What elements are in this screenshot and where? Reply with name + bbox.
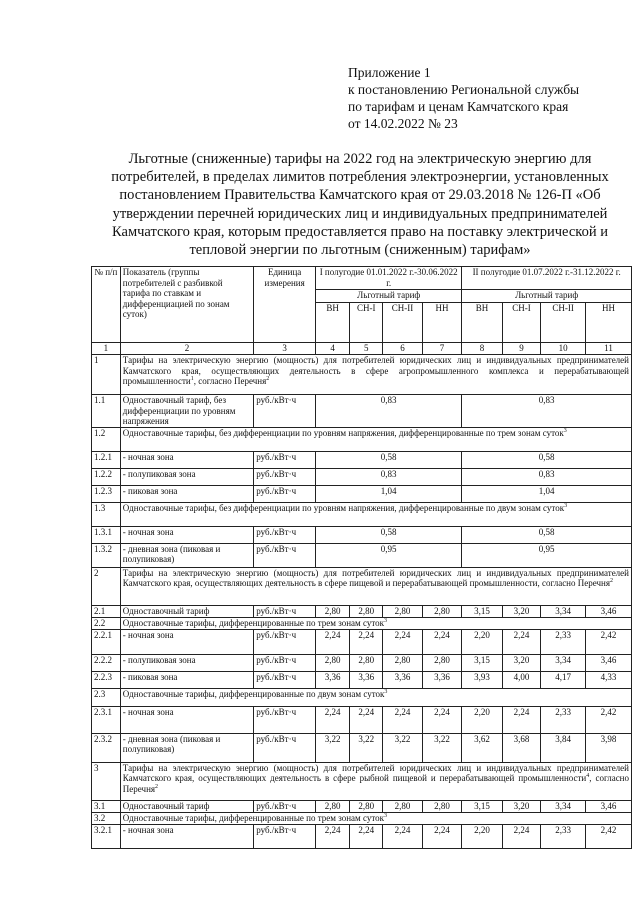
- tariff-value: 0,83: [316, 468, 462, 485]
- row-unit: руб./кВт·ч: [254, 543, 316, 567]
- section-heading: Тарифы на электрическую энергию (мощность) для потребителей юридических лиц и индивидуальных предпринимателей Камчатского края, осуществляющих деятельность в сфере рыбной пищевой и перерабатывающей промышленности$^4$, согласно Перечня$^2$: [120, 762, 631, 800]
- row-unit: руб./кВт·ч: [254, 605, 316, 617]
- tariff-table: [91, 266, 632, 849]
- row-num: 2: [92, 567, 121, 605]
- header-voltage: СН-I: [502, 303, 540, 343]
- tariff-value: 2,33: [541, 706, 586, 733]
- title-line: постановлением Правительства Камчатского края от 29.03.2018 № 126-П «Об: [119, 187, 601, 204]
- tariff-value: 3,36: [383, 671, 422, 688]
- row-num: 1.2.1: [92, 451, 121, 468]
- table-row: [92, 800, 632, 812]
- header-voltage: СН-II: [383, 303, 422, 343]
- header-unit: Единица измерения: [254, 267, 316, 343]
- subsection-heading: Одноставочные тарифы, дифференцированные по трем зонам суток$^3$: [120, 617, 631, 629]
- header-indicator: Показатель (группы потребителей с разбивкой тарифа по ставкам и дифференциацией по зонам суток): [120, 267, 253, 343]
- row-unit: руб./кВт·ч: [254, 526, 316, 543]
- row-num: 2.2.2: [92, 654, 121, 671]
- row-num: 1.3.1: [92, 526, 121, 543]
- tariff-value: 2,24: [502, 706, 540, 733]
- tariff-value: 3,15: [462, 605, 503, 617]
- row-num: 1.2: [92, 427, 121, 451]
- header-voltage: СН-II: [541, 303, 586, 343]
- row-num: 1.3.2: [92, 543, 121, 567]
- document-title: [86, 150, 634, 259]
- tariff-value: 2,42: [586, 706, 632, 733]
- row-num: 1: [92, 355, 121, 395]
- tariff-value: 2,80: [350, 654, 383, 671]
- row-label: - дневная зона (пиковая и полупиковая): [120, 733, 253, 762]
- tariff-value: 3,22: [316, 733, 350, 762]
- table-row: [92, 812, 632, 824]
- row-label: - ночная зона: [120, 451, 253, 468]
- tariff-value: 3,34: [541, 605, 586, 617]
- table-row: [92, 762, 632, 800]
- title-line: Камчатского края, которым предоставляется право на поставку электрической и: [112, 223, 608, 240]
- row-num: 2.3: [92, 688, 121, 706]
- row-label: Одноставочный тариф: [120, 800, 253, 812]
- row-unit: руб./кВт·ч: [254, 800, 316, 812]
- row-label: - полупиковая зона: [120, 654, 253, 671]
- tariff-value: 2,80: [422, 605, 462, 617]
- tariff-value: 2,24: [422, 824, 462, 848]
- table-row: [92, 502, 632, 526]
- row-num: 1.2.2: [92, 468, 121, 485]
- row-label: - ночная зона: [120, 526, 253, 543]
- tariff-value: 2,80: [350, 800, 383, 812]
- row-num: 3: [92, 762, 121, 800]
- row-num: 1.1: [92, 395, 121, 428]
- tariff-value: 3,36: [316, 671, 350, 688]
- subsection-heading: Одноставочные тарифы, дифференцированные по трем зонам суток$^3$: [120, 812, 631, 824]
- row-label: - пиковая зона: [120, 671, 253, 688]
- row-num: 3.2.1: [92, 824, 121, 848]
- tariff-value: 4,17: [541, 671, 586, 688]
- header-voltage: ВН: [462, 303, 503, 343]
- tariff-value: 2,24: [383, 629, 422, 654]
- table-row: [92, 671, 632, 688]
- row-num: 1.3: [92, 502, 121, 526]
- header-voltage: ВН: [316, 303, 350, 343]
- row-label: - дневная зона (пиковая и полупиковая): [120, 543, 253, 567]
- col-number: 5: [350, 343, 383, 355]
- row-label: Одноставочный тариф: [120, 605, 253, 617]
- tariff-value: 3,68: [502, 733, 540, 762]
- tariff-value: 0,95: [316, 543, 462, 567]
- table-row: [92, 526, 632, 543]
- col-number: 3: [254, 343, 316, 355]
- tariff-value: 0,58: [316, 451, 462, 468]
- header-half2: II полугодие 01.07.2022 г.-31.12.2022 г.: [462, 267, 632, 290]
- tariff-value: 2,80: [350, 605, 383, 617]
- tariff-value: 0,83: [462, 468, 632, 485]
- appendix-line: к постановлению Региональной службы: [348, 82, 580, 97]
- tariff-value: 2,42: [586, 629, 632, 654]
- tariff-value: 2,24: [350, 629, 383, 654]
- tariff-value: 3,98: [586, 733, 632, 762]
- table-row: [92, 617, 632, 629]
- tariff-value: 2,42: [586, 824, 632, 848]
- row-unit: руб./кВт·ч: [254, 451, 316, 468]
- tariff-value: 3,34: [541, 800, 586, 812]
- tariff-value: 2,20: [462, 706, 503, 733]
- tariff-value: 3,20: [502, 605, 540, 617]
- subsection-heading: Одноставочные тарифы, без дифференциации по уровням напряжения, дифференцированные по трем зонам суток$^3$: [120, 427, 631, 451]
- row-unit: руб./кВт·ч: [254, 733, 316, 762]
- row-num: 2.3.1: [92, 706, 121, 733]
- subsection-heading: Одноставочные тарифы, без дифференциации по уровням напряжения, дифференцированные по двум зонам суток$^3$: [120, 502, 631, 526]
- title-line: потребителей, в пределах лимитов потребления электроэнергии, установленных: [111, 169, 609, 186]
- tariff-value: 2,80: [316, 605, 350, 617]
- tariff-value: 2,24: [316, 706, 350, 733]
- tariff-value: 3,15: [462, 654, 503, 671]
- col-number: 10: [541, 343, 586, 355]
- header-voltage: НН: [422, 303, 462, 343]
- row-num: 2.1: [92, 605, 121, 617]
- subsection-heading: Одноставочные тарифы, дифференцированные по двум зонам суток$^3$: [120, 688, 631, 706]
- tariff-value: 2,80: [383, 654, 422, 671]
- tariff-value: 0,58: [462, 451, 632, 468]
- row-unit: руб./кВт·ч: [254, 654, 316, 671]
- title-line: утверждении перечней юридических лиц и индивидуальных предпринимателей: [112, 205, 608, 222]
- tariff-value: 2,20: [462, 824, 503, 848]
- row-num: 2.2.3: [92, 671, 121, 688]
- col-number: 4: [316, 343, 350, 355]
- row-unit: руб./кВт·ч: [254, 671, 316, 688]
- tariff-value: 3,34: [541, 654, 586, 671]
- row-unit: руб./кВт·ч: [254, 485, 316, 502]
- table-row: [92, 688, 632, 706]
- table-row: [92, 706, 632, 733]
- row-label: Одноставочный тариф, без дифференциации по уровням напряжения: [120, 395, 253, 428]
- row-num: 1.2.3: [92, 485, 121, 502]
- tariff-value: 0,83: [462, 395, 632, 428]
- tariff-value: 2,24: [502, 824, 540, 848]
- tariff-value: 4,33: [586, 671, 632, 688]
- table-row: [92, 451, 632, 468]
- tariff-value: 2,80: [422, 800, 462, 812]
- tariff-value: 3,36: [422, 671, 462, 688]
- tariff-value: 2,20: [462, 629, 503, 654]
- tariff-value: 2,24: [350, 706, 383, 733]
- header-half1: I полугодие 01.01.2022 г.-30.06.2022 г.: [316, 267, 462, 290]
- tariff-value: 3,36: [350, 671, 383, 688]
- row-label: - ночная зона: [120, 629, 253, 654]
- row-unit: руб./кВт·ч: [254, 629, 316, 654]
- tariff-value: 4,00: [502, 671, 540, 688]
- section-heading: Тарифы на электрическую энергию (мощность) для потребителей юридических лиц и индивидуальных предпринимателей Камчатского края, осуществляющих деятельность в сфере пищевой и перерабатывающей промышленности, согласно Перечня$^2$: [120, 567, 631, 605]
- row-unit: руб./кВт·ч: [254, 468, 316, 485]
- col-number: 9: [502, 343, 540, 355]
- tariff-value: 2,24: [383, 824, 422, 848]
- row-label: - ночная зона: [120, 706, 253, 733]
- tariff-value: 2,24: [422, 706, 462, 733]
- appendix-block: [348, 64, 579, 132]
- tariff-value: 3,62: [462, 733, 503, 762]
- section-heading: Тарифы на электрическую энергию (мощность) для потребителей юридических лиц и индивидуальных предпринимателей Камчатского края, осуществляющих деятельность в сфере агропромышленного комплекса и перерабатывающей промышленности$^1$, согласно Перечня$^2$: [120, 355, 631, 395]
- tariff-value: 2,80: [316, 654, 350, 671]
- tariff-value: 3,46: [586, 654, 632, 671]
- row-num: 3.1: [92, 800, 121, 812]
- row-unit: руб./кВт·ч: [254, 824, 316, 848]
- col-number: 11: [586, 343, 632, 355]
- title-line: тепловой энергии по льготным (сниженным) тарифам»: [189, 242, 531, 259]
- row-num: 2.3.2: [92, 733, 121, 762]
- tariff-value: 2,24: [316, 824, 350, 848]
- tariff-value: 3,20: [502, 654, 540, 671]
- tariff-value: 1,04: [462, 485, 632, 502]
- row-unit: руб./кВт·ч: [254, 706, 316, 733]
- header-tariff1: Льготный тариф: [316, 290, 462, 303]
- row-num: 2.2.1: [92, 629, 121, 654]
- appendix-line: от 14.02.2022 № 23: [348, 116, 458, 131]
- col-number: 8: [462, 343, 503, 355]
- table-row: [92, 654, 632, 671]
- tariff-value: 2,24: [350, 824, 383, 848]
- tariff-value: 3,20: [502, 800, 540, 812]
- table-row: [92, 567, 632, 605]
- row-label: - полупиковая зона: [120, 468, 253, 485]
- table-row: [92, 629, 632, 654]
- table-row: [92, 468, 632, 485]
- tariff-value: 3,22: [350, 733, 383, 762]
- table-row: [92, 543, 632, 567]
- tariff-value: 2,24: [502, 629, 540, 654]
- tariff-value: 3,15: [462, 800, 503, 812]
- tariff-value: 0,83: [316, 395, 462, 428]
- header-voltage: НН: [586, 303, 632, 343]
- tariff-value: 2,33: [541, 824, 586, 848]
- col-number: 2: [120, 343, 253, 355]
- row-unit: руб./кВт·ч: [254, 395, 316, 428]
- appendix-line: Приложение 1: [348, 65, 431, 80]
- table-row: [92, 427, 632, 451]
- col-number: 6: [383, 343, 422, 355]
- tariff-value: 2,80: [316, 800, 350, 812]
- col-number: 7: [422, 343, 462, 355]
- row-label: - пиковая зона: [120, 485, 253, 502]
- tariff-value: 3,93: [462, 671, 503, 688]
- header-num: № п/п: [92, 267, 121, 343]
- table-row: [92, 824, 632, 848]
- row-label: - ночная зона: [120, 824, 253, 848]
- table-row: [92, 605, 632, 617]
- tariff-value: 2,24: [316, 629, 350, 654]
- tariff-value: 2,24: [383, 706, 422, 733]
- tariff-value: 0,95: [462, 543, 632, 567]
- tariff-value: 3,46: [586, 800, 632, 812]
- tariff-value: 3,22: [383, 733, 422, 762]
- tariff-value: 3,84: [541, 733, 586, 762]
- tariff-value: 3,46: [586, 605, 632, 617]
- tariff-value: 2,24: [422, 629, 462, 654]
- tariff-value: 3,22: [422, 733, 462, 762]
- tariff-value: 2,80: [383, 605, 422, 617]
- tariff-value: 2,80: [422, 654, 462, 671]
- table-row: [92, 733, 632, 762]
- tariff-value: 0,58: [462, 526, 632, 543]
- title-line: Льготные (сниженные) тарифы на 2022 год на электрическую энергию для: [128, 151, 592, 167]
- table-row: [92, 395, 632, 428]
- row-num: 2.2: [92, 617, 121, 629]
- table-row: [92, 355, 632, 395]
- row-num: 3.2: [92, 812, 121, 824]
- tariff-value: 2,33: [541, 629, 586, 654]
- tariff-value: 1,04: [316, 485, 462, 502]
- col-number: 1: [92, 343, 121, 355]
- appendix-line: по тарифам и ценам Камчатского края: [348, 99, 569, 114]
- tariff-value: 2,80: [383, 800, 422, 812]
- header-voltage: СН-I: [350, 303, 383, 343]
- table-row: [92, 485, 632, 502]
- header-tariff2: Льготный тариф: [462, 290, 632, 303]
- tariff-value: 0,58: [316, 526, 462, 543]
